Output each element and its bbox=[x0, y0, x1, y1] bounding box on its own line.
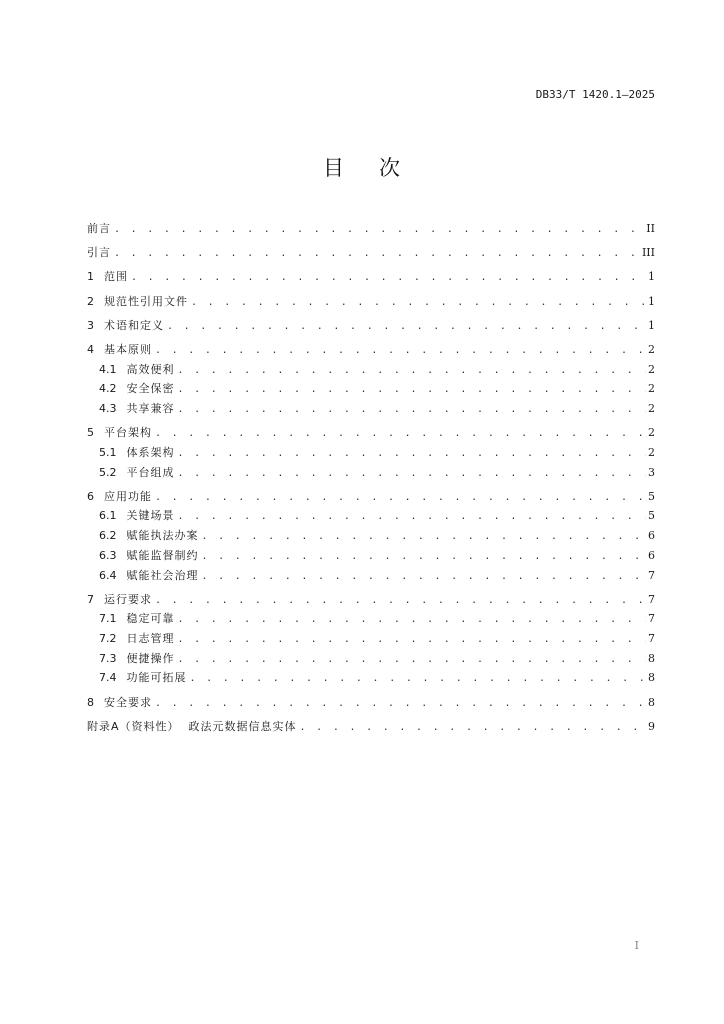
toc-entry-label: 应用功能 bbox=[104, 489, 152, 503]
toc-entry-label: 功能可拓展 bbox=[126, 671, 187, 685]
toc-title bbox=[0, 152, 724, 182]
toc-entry-page: 2 bbox=[648, 362, 655, 376]
toc-entry-number: 6.2 bbox=[99, 529, 117, 543]
toc-leader bbox=[178, 464, 647, 484]
toc-entry-5-1[interactable] bbox=[87, 443, 655, 463]
toc-entry-appendix-a[interactable] bbox=[87, 717, 655, 737]
toc-leader bbox=[131, 268, 646, 288]
toc-entry-number: 7.2 bbox=[99, 632, 117, 646]
toc-entry-label: 运行要求 bbox=[104, 592, 152, 606]
toc-entry-page: 1 bbox=[648, 318, 655, 332]
toc-entry-number: 5 bbox=[87, 426, 94, 440]
toc-entry-1[interactable] bbox=[87, 267, 655, 287]
toc-entry-page: 2 bbox=[648, 445, 655, 459]
toc-leader bbox=[178, 380, 647, 400]
toc-leader bbox=[202, 527, 647, 547]
toc-leader bbox=[178, 630, 647, 650]
toc-entry-number: 6.1 bbox=[99, 509, 117, 523]
toc-entry-number: 6.3 bbox=[99, 548, 117, 562]
toc-leader bbox=[202, 547, 647, 567]
toc-entry-2[interactable] bbox=[87, 292, 655, 312]
toc-entry-page: 7 bbox=[648, 632, 655, 646]
toc-entry-number: 5.2 bbox=[99, 465, 117, 479]
toc-entry-page: 5 bbox=[648, 509, 655, 523]
toc-leader bbox=[114, 220, 644, 240]
toc-entry-6[interactable] bbox=[87, 487, 655, 507]
toc-entry-page: III bbox=[641, 246, 655, 260]
toc-entry-number: 1 bbox=[87, 270, 94, 284]
toc-entry-6-2[interactable] bbox=[87, 526, 655, 546]
toc-entry-page: 1 bbox=[648, 294, 655, 308]
toc-entry-label: 便捷操作 bbox=[126, 651, 175, 665]
toc-entry-page: 7 bbox=[648, 612, 655, 626]
toc-entry-number: 7 bbox=[87, 592, 94, 606]
toc-entry-page: 8 bbox=[648, 671, 655, 685]
toc-entry-page: 9 bbox=[648, 719, 655, 733]
toc-entry-4-2[interactable] bbox=[87, 379, 655, 399]
toc-entry-label: 关键场景 bbox=[126, 509, 175, 523]
toc-entry-foreword[interactable] bbox=[87, 219, 655, 239]
toc-leader bbox=[178, 444, 647, 464]
toc-entry-page: II bbox=[646, 222, 655, 235]
toc-leader bbox=[191, 293, 646, 313]
toc-leader bbox=[178, 400, 647, 420]
page-number: I bbox=[634, 939, 639, 952]
toc-entry-label: 附录A（资料性） 政法元数据信息实体 bbox=[87, 719, 297, 733]
toc-entry-label: 高效便利 bbox=[126, 362, 175, 376]
toc-entry-label: 赋能执法办案 bbox=[126, 529, 199, 543]
toc-entry-number: 7.1 bbox=[99, 612, 117, 626]
toc-entry-7[interactable] bbox=[87, 590, 655, 610]
toc-entry-4-1[interactable] bbox=[87, 360, 655, 380]
toc-entry-6-3[interactable] bbox=[87, 546, 655, 566]
toc-entry-7-1[interactable] bbox=[87, 609, 655, 629]
toc-entry-label: 前言 bbox=[87, 222, 111, 235]
toc-entry-label: 安全要求 bbox=[104, 695, 152, 709]
toc-entry-label: 赋能监督制约 bbox=[126, 548, 199, 562]
toc-entry-label: 共享兼容 bbox=[126, 402, 175, 415]
toc-entry-page: 8 bbox=[648, 695, 655, 709]
toc-entry-number: 4 bbox=[87, 342, 94, 356]
toc-entry-page: 6 bbox=[648, 548, 655, 562]
toc-entry-number: 5.1 bbox=[99, 445, 117, 459]
toc-entry-number: 4.3 bbox=[99, 402, 117, 415]
toc-entry-page: 2 bbox=[648, 426, 655, 440]
toc-entry-introduction[interactable] bbox=[87, 243, 655, 263]
toc-entry-page: 6 bbox=[648, 529, 655, 543]
toc-leader bbox=[155, 694, 646, 714]
toc-leader bbox=[155, 488, 646, 508]
toc-entry-label: 安全保密 bbox=[126, 382, 175, 396]
toc-entry-5[interactable] bbox=[87, 423, 655, 443]
toc-entry-page: 1 bbox=[648, 270, 655, 284]
toc-entry-number: 6.4 bbox=[99, 568, 117, 582]
toc-leader bbox=[155, 341, 646, 361]
toc-entry-5-2[interactable] bbox=[87, 463, 655, 483]
toc-entry-label: 术语和定义 bbox=[104, 318, 164, 332]
toc-entry-6-4[interactable] bbox=[87, 566, 655, 586]
toc-title-part1: 目 bbox=[323, 156, 345, 180]
toc-entry-label: 基本原则 bbox=[104, 342, 152, 356]
toc-entry-label: 范围 bbox=[104, 270, 128, 284]
toc-entry-6-1[interactable] bbox=[87, 506, 655, 526]
toc-entry-number: 4.1 bbox=[99, 362, 117, 376]
toc-entry-page: 8 bbox=[648, 651, 655, 665]
toc-leader bbox=[300, 718, 646, 738]
toc-entry-label: 稳定可靠 bbox=[126, 612, 175, 626]
toc-leader bbox=[202, 567, 647, 587]
toc-entry-page: 2 bbox=[648, 402, 655, 415]
toc-entry-7-3[interactable] bbox=[87, 649, 655, 669]
toc-entry-number: 6 bbox=[87, 489, 94, 503]
toc-entry-page: 7 bbox=[648, 568, 655, 582]
toc-entry-page: 2 bbox=[648, 342, 655, 356]
toc-entry-4[interactable] bbox=[87, 340, 655, 360]
toc-leader bbox=[178, 507, 647, 527]
table-of-contents bbox=[87, 219, 655, 737]
toc-entry-label: 规范性引用文件 bbox=[104, 294, 188, 308]
toc-entry-label: 平台组成 bbox=[126, 465, 175, 479]
toc-entry-label: 日志管理 bbox=[126, 632, 175, 646]
toc-entry-7-4[interactable] bbox=[87, 668, 655, 688]
toc-entry-8[interactable] bbox=[87, 693, 655, 713]
standard-code: DB33/T 1420.1—2025 bbox=[535, 88, 655, 101]
toc-entry-label: 引言 bbox=[87, 246, 111, 260]
toc-leader bbox=[114, 244, 640, 264]
toc-leader bbox=[178, 610, 647, 630]
toc-entry-number: 7.3 bbox=[99, 651, 117, 665]
toc-leader bbox=[178, 650, 647, 670]
toc-entry-number: 8 bbox=[87, 695, 94, 709]
toc-entry-page: 2 bbox=[648, 382, 655, 396]
toc-entry-7-2[interactable] bbox=[87, 629, 655, 649]
toc-entry-3[interactable] bbox=[87, 316, 655, 336]
toc-entry-number: 2 bbox=[87, 294, 94, 308]
toc-entry-number: 3 bbox=[87, 318, 94, 332]
toc-entry-page: 5 bbox=[648, 489, 655, 503]
toc-leader bbox=[155, 424, 646, 444]
toc-entry-label: 平台架构 bbox=[104, 426, 152, 440]
toc-leader bbox=[190, 669, 647, 689]
toc-entry-4-3[interactable] bbox=[87, 399, 655, 419]
toc-entry-page: 7 bbox=[648, 592, 655, 606]
toc-leader bbox=[178, 361, 647, 381]
toc-entry-label: 体系架构 bbox=[126, 445, 175, 459]
toc-entry-number: 4.2 bbox=[99, 382, 117, 396]
toc-leader bbox=[167, 317, 646, 337]
toc-title-part2: 次 bbox=[379, 156, 401, 180]
toc-entry-label: 赋能社会治理 bbox=[126, 568, 199, 582]
toc-leader bbox=[155, 591, 646, 611]
toc-entry-page: 3 bbox=[648, 465, 655, 479]
toc-entry-number: 7.4 bbox=[99, 671, 117, 685]
